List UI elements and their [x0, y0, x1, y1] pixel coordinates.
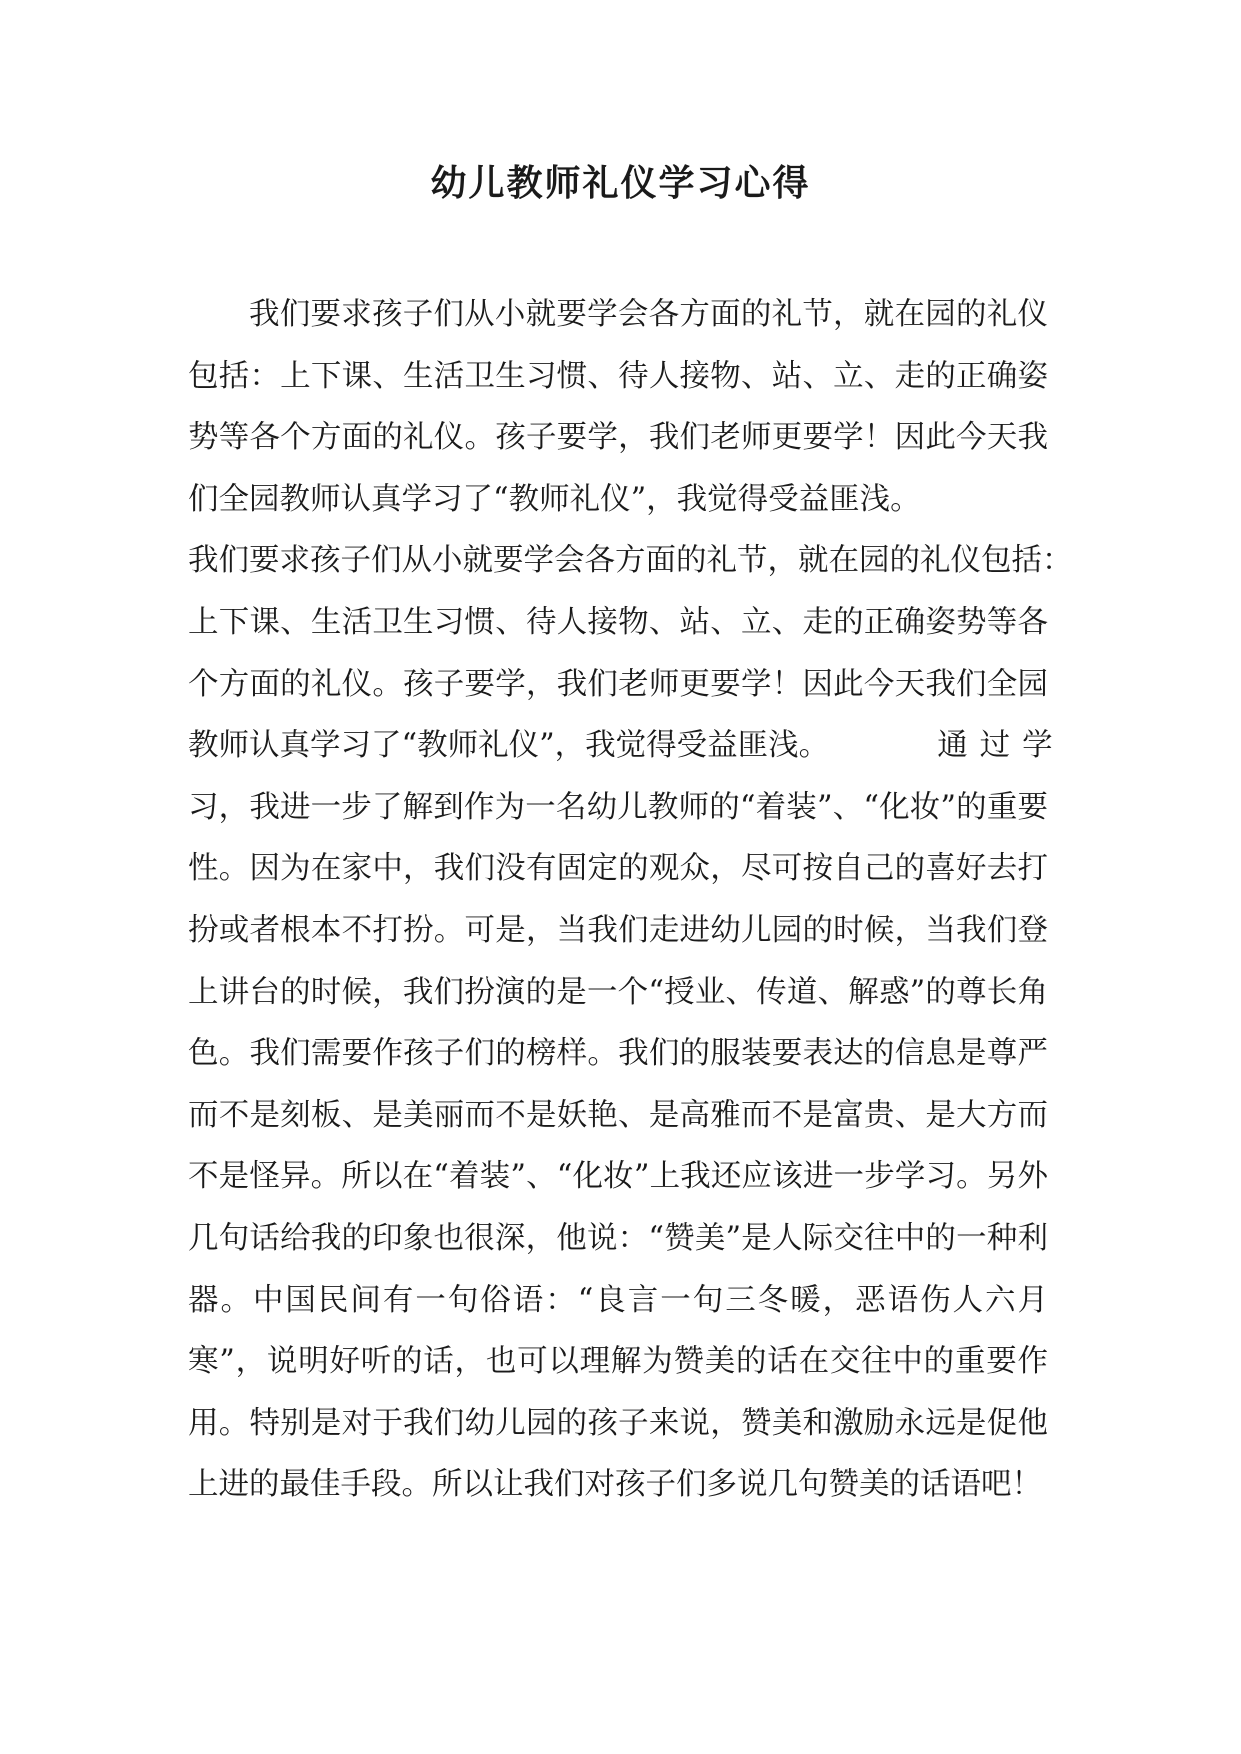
- paragraph-line: 个方面的礼仪。孩子要学，我们老师更要学！因此今天我们全园: [188, 666, 1048, 702]
- paragraph-line: 器。中国民间有一句俗语：“良言一句三冬暖，恶语伤人六月: [188, 1282, 1048, 1318]
- paragraph-line: 色。我们需要作孩子们的榜样。我们的服装要表达的信息是尊严: [188, 1036, 1048, 1072]
- paragraph-text: 教师认真学习了“教师礼仪”，我觉得受益匪浅。: [188, 728, 830, 764]
- paragraph-line: 习，我进一步了解到作为一名幼儿教师的“着装”、“化妆”的重要: [188, 789, 1048, 825]
- paragraph-line: 我们要求孩子们从小就要学会各方面的礼节，就在园的礼仪: [249, 297, 1048, 332]
- document-title: 幼儿教师礼仪学习心得: [430, 162, 811, 204]
- paragraph-line: 包括：上下课、生活卫生习惯、待人接物、站、立、走的正确姿: [188, 358, 1048, 394]
- paragraph-line: 上讲台的时候，我们扮演的是一个“授业、传道、解惑”的尊长角: [188, 974, 1048, 1010]
- paragraph-line: 上下课、生活卫生习惯、待人接物、站、立、走的正确姿势等各: [188, 604, 1048, 640]
- paragraph-line: 我们要求孩子们从小就要学会各方面的礼节，就在园的礼仪包括：: [188, 543, 1073, 579]
- paragraph-line: 而不是刻板、是美丽而不是妖艳、是高雅而不是富贵、是大方而: [188, 1097, 1048, 1133]
- paragraph-line: 扮或者根本不打扮。可是，当我们走进幼儿园的时候，当我们登: [188, 912, 1048, 948]
- paragraph-line: 用。特别是对于我们幼儿园的孩子来说，赞美和激励永远是促他: [188, 1405, 1048, 1441]
- paragraph-line: 们全园教师认真学习了“教师礼仪”，我觉得受益匪浅。: [188, 481, 921, 517]
- paragraph-line: 上进的最佳手段。所以让我们对孩子们多说几句赞美的话语吧！: [188, 1467, 1042, 1503]
- paragraph-line: 性。因为在家中，我们没有固定的观众，尽可按自己的喜好去打: [188, 851, 1048, 887]
- paragraph-line: 势等各个方面的礼仪。孩子要学，我们老师更要学！因此今天我: [188, 420, 1048, 456]
- paragraph-text: 通过学: [937, 728, 1065, 764]
- paragraph-line: 不是怪异。所以在“着装”、“化妆”上我还应该进一步学习。另外: [188, 1159, 1048, 1195]
- document-body: [188, 284, 1073, 1516]
- paragraph-line-mixed: [188, 715, 1065, 777]
- paragraph-line: 几句话给我的印象也很深，他说：“赞美”是人际交往中的一种利: [188, 1220, 1048, 1256]
- paragraph-line: 寒”，说明好听的话，也可以理解为赞美的话在交往中的重要作: [188, 1344, 1048, 1380]
